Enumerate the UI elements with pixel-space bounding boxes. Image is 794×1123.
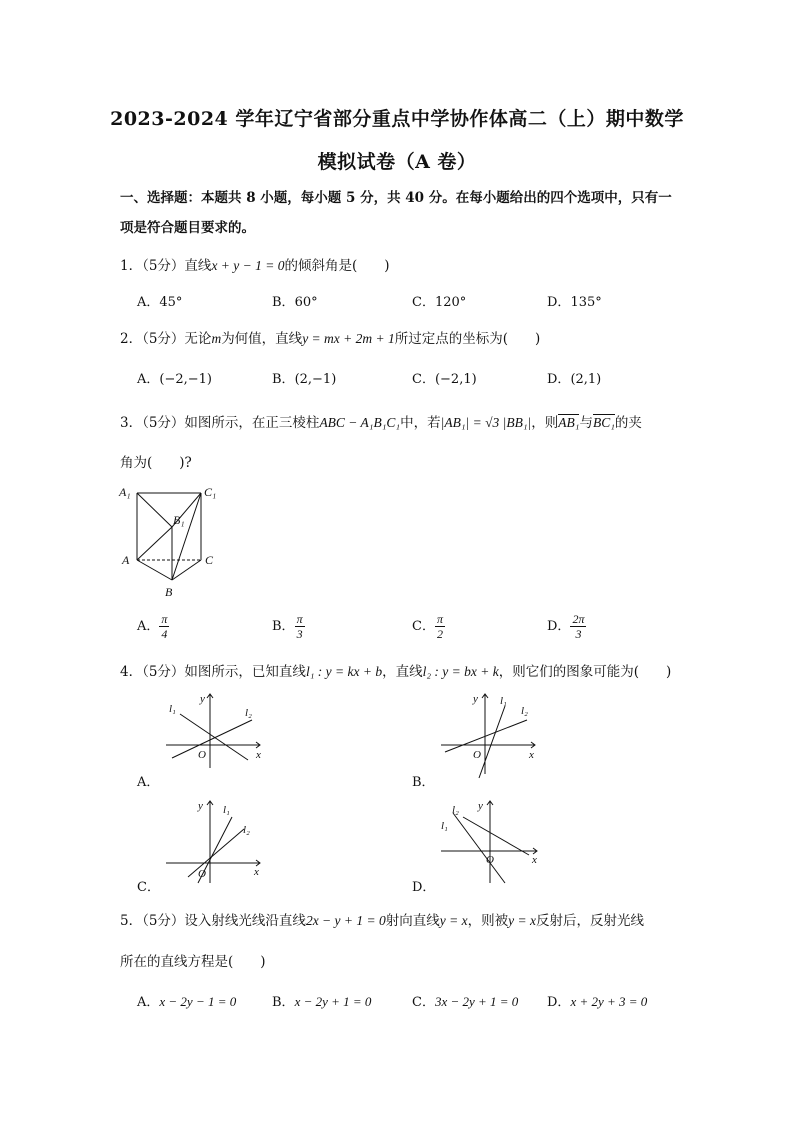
denominator: 2 [436, 627, 443, 641]
q5-equation-3: y = x [508, 913, 536, 928]
y-label: y [198, 800, 203, 812]
q3-option-a[interactable] [137, 612, 169, 641]
q1-prefix: 1．（5分）直线 [120, 258, 212, 274]
q3-mid1: 中，若 [400, 415, 441, 431]
origin-label: O [473, 749, 481, 761]
l2-label: l₂ [521, 705, 528, 717]
section-heading-line1: 一、选择题：本题共 8 小题，每小题 5 分，共 40 分。在每小题给出的四个选项中，只有一 [120, 190, 672, 206]
option-letter: C． [412, 295, 435, 310]
line-l2 [445, 720, 527, 752]
line-l1 [180, 714, 248, 760]
q5-option-b[interactable] [272, 991, 371, 1010]
x-label: x [256, 749, 261, 761]
q4-option-a[interactable]: A． [137, 775, 160, 790]
option-letter: B． [272, 372, 295, 387]
section-heading-line2: 项是符合题目要求的。 [120, 220, 255, 236]
question-5 [120, 909, 644, 929]
q4-graph-c [160, 795, 270, 887]
q1-equation: x + y − 1 = 0 [211, 258, 285, 273]
line-l2 [463, 817, 529, 855]
q3-mid3: 与 [579, 415, 593, 431]
q2-option-b[interactable] [272, 368, 336, 387]
q3-line2: 角为( )? [120, 455, 192, 471]
q5-option-c[interactable] [412, 991, 518, 1010]
l1-label: l₁ [169, 703, 176, 715]
fraction [295, 612, 305, 641]
q5-equation-2: y = x [439, 913, 468, 928]
q4-option-c[interactable]: C． [137, 880, 160, 895]
option-letter: D． [547, 295, 571, 310]
edge-a1b1 [137, 493, 172, 527]
question-3 [120, 411, 642, 431]
fraction [570, 612, 586, 641]
q2-suffix: 所过定点的坐标为( ) [394, 331, 541, 347]
q4-suffix: ，则它们的图象可能为( ) [498, 664, 672, 680]
option-letter: C． [412, 995, 435, 1010]
option-text: x + 2y + 3 = 0 [570, 994, 648, 1009]
line-l2 [172, 720, 252, 758]
fraction [159, 612, 169, 641]
q4-line1-equation: l₁ : y = kx + b [305, 664, 383, 679]
origin-label: O [198, 749, 206, 761]
q2-mid: 为何值，直线 [221, 331, 303, 347]
numerator: π [436, 612, 443, 626]
q1-option-a[interactable] [137, 291, 182, 310]
q1-option-d[interactable] [547, 291, 602, 310]
edge-cb [172, 560, 201, 580]
q2-equation: y = mx + 2m + 1 [302, 331, 395, 346]
question-4 [120, 660, 671, 680]
q1-option-b[interactable] [272, 291, 318, 310]
label-c1: C₁ [204, 485, 217, 499]
option-letter: B． [272, 295, 295, 310]
q2-option-d[interactable] [547, 368, 601, 387]
label-b: B [165, 585, 173, 599]
q5-mid: 射向直线 [385, 913, 440, 929]
segment-bc1 [172, 493, 201, 580]
x-label: x [254, 866, 259, 878]
denominator: 3 [296, 627, 303, 641]
q5-option-a[interactable] [137, 991, 236, 1010]
x-label: x [529, 749, 534, 761]
option-text: 3x − 2y + 1 = 0 [434, 994, 519, 1009]
origin-label: O [198, 868, 206, 880]
option-letter: D． [547, 995, 571, 1010]
q4-graph-a [160, 690, 270, 770]
option-letter: A． [137, 995, 160, 1010]
question-1 [120, 254, 390, 274]
option-letter: A． [137, 619, 160, 634]
q3-vector-bc1: BC₁ [592, 415, 615, 430]
q3-prism-figure [115, 480, 225, 602]
l2-label: l₂ [452, 804, 459, 816]
q4-mid: ，直线 [382, 664, 423, 680]
line-l2 [188, 829, 244, 877]
q4-prefix: 4．（5分）如图所示，已知直线 [120, 664, 306, 680]
option-text: x − 2y − 1 = 0 [159, 994, 237, 1009]
l1-label: l₁ [500, 695, 507, 707]
q4-graph-b [435, 690, 545, 780]
q5-suffix: 反射后，反射光线 [535, 913, 644, 929]
label-c: C [205, 553, 214, 567]
q5-option-d[interactable] [547, 991, 647, 1010]
label-a: A [122, 553, 130, 567]
q3-condition: |AB₁| = √3 |BB₁| [440, 415, 532, 430]
q3-mid2: ，则 [531, 415, 559, 431]
x-label: x [532, 854, 537, 866]
q3-option-c[interactable] [412, 612, 445, 641]
q3-prefix: 3．（5分）如图所示，在正三棱柱 [120, 415, 320, 431]
label-a1: A₁ [119, 485, 131, 499]
q2-variable: m [211, 331, 222, 346]
option-text: 45° [159, 295, 183, 310]
option-text: 120° [434, 295, 467, 310]
q5-line2: 所在的直线方程是( ) [120, 954, 266, 970]
option-text: x − 2y + 1 = 0 [294, 994, 372, 1009]
option-text: (−2,−1) [159, 372, 212, 387]
q2-option-c[interactable] [412, 368, 477, 387]
q3-option-d[interactable] [547, 612, 586, 641]
q4-graph-d [435, 795, 550, 887]
denominator: 4 [161, 627, 168, 641]
q4-option-b[interactable]: B． [412, 775, 435, 790]
q4-line2-equation: l₂ : y = bx + k [422, 664, 499, 679]
page-title-line1: 2023-2024 学年辽宁省部分重点中学协作体高二（上）期中数学 [110, 108, 684, 130]
numerator: π [296, 612, 303, 626]
q4-option-d[interactable]: D． [412, 880, 436, 895]
q5-equation-1: 2x − y + 1 = 0 [305, 913, 386, 928]
l1-label: l₁ [223, 804, 230, 816]
option-letter: D． [547, 372, 571, 387]
denominator: 3 [575, 627, 582, 641]
option-text: 60° [294, 295, 318, 310]
q2-option-a[interactable] [137, 368, 212, 387]
q1-suffix: 的倾斜角是( ) [284, 258, 390, 274]
line-l1 [453, 813, 505, 883]
q3-option-b[interactable] [272, 612, 305, 641]
numerator: 2π [572, 612, 585, 626]
l1-label: l₁ [441, 820, 448, 832]
q2-prefix: 2．（5分）无论 [120, 331, 212, 347]
option-text: (2,1) [570, 372, 602, 387]
segment-ab1 [137, 527, 172, 560]
line-l1 [479, 706, 505, 778]
option-text: (−2,1) [434, 372, 477, 387]
option-letter: C． [412, 372, 435, 387]
q3-prism: ABC − A₁B₁C₁ [319, 415, 401, 430]
origin-label: O [486, 854, 494, 866]
option-letter: C． [412, 619, 435, 634]
numerator: π [161, 612, 168, 626]
option-text: 135° [570, 295, 602, 310]
fraction [435, 612, 445, 641]
option-letter: D． [547, 619, 571, 634]
y-label: y [473, 693, 478, 705]
q5-mid2: ，则被 [467, 913, 509, 929]
option-letter: A． [137, 295, 160, 310]
l2-label: l₂ [243, 824, 250, 836]
option-letter: B． [272, 619, 295, 634]
option-letter: B． [272, 995, 295, 1010]
q3-suffix: 的夹 [614, 415, 642, 431]
option-text: (2,−1) [294, 372, 337, 387]
q1-option-c[interactable] [412, 291, 466, 310]
option-letter: A． [137, 372, 160, 387]
y-label: y [200, 693, 205, 705]
edge-ab [137, 560, 172, 580]
y-label: y [478, 800, 483, 812]
q5-prefix: 5．（5分）设入射线光线沿直线 [120, 913, 306, 929]
l2-label: l₂ [245, 707, 252, 719]
question-2 [120, 327, 540, 347]
q3-vector-ab1: AB₁ [558, 415, 580, 430]
page-title-line2: 模拟试卷（A 卷） [317, 151, 477, 173]
label-b1: B₁ [173, 513, 185, 527]
